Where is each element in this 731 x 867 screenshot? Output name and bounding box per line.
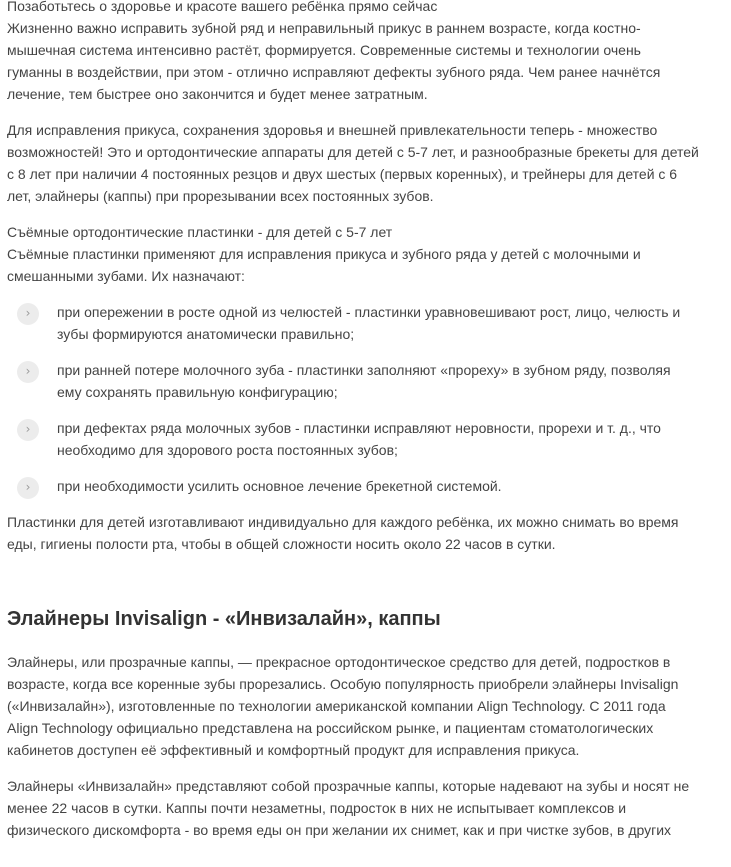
aligners-description-paragraph (7, 775, 719, 841)
aligners-description-line: Элайнеры «Инвизалайн» представляют собой прозрачные каппы, которые надевают на зубы и носят не (7, 778, 690, 794)
intro-line: гуманны в воздействии, при этом - отлично исправляют дефекты зубного ряда. Чем ранее начнётся (7, 64, 661, 80)
intro-heading-line: Позаботьтесь о здоровье и красоте вашего ребёнка прямо сейчас (7, 0, 438, 14)
plates-intro-line: Съёмные пластинки применяют для исправления прикуса и зубного ряда у детей с молочными и (7, 246, 641, 262)
options-line: с 8 лет при наличии 4 постоянных резцов и двух шестых (первых коренных), и трейнеры для детей с 6 (7, 166, 678, 182)
chevron-right-icon: › (17, 477, 39, 499)
chevron-right-icon: › (17, 361, 39, 383)
plates-intro-paragraph (7, 221, 719, 287)
list-item (7, 359, 719, 403)
list-item (7, 475, 719, 497)
aligners-line: возрасте, когда все коренные зубы прорезались. Особую популярность приобрели элайнеры Invisalign (7, 676, 679, 692)
aligners-description-line: менее 22 часов в сутки. Каппы почти незаметны, подросток в них не испытывает комплексов и (7, 800, 627, 816)
intro-paragraph (7, 0, 719, 105)
aligners-line: кабинетов доступен её эффективный и комфортный продукт для исправления прикуса. (7, 742, 580, 758)
options-paragraph (7, 119, 719, 207)
list-item-line: ему сохранять правильную конфигурацию; (57, 384, 338, 400)
plates-indications-list (7, 301, 719, 497)
list-item-line: при дефектах ряда молочных зубов - пластинки исправляют неровности, прорехи и т. д., что (57, 420, 661, 436)
list-item-line: при ранней потере молочного зуба - пластинки заполняют «прореху» в зубном ряду, позволяя (57, 362, 671, 378)
aligners-description-line: физического дискомфорта - во время еды он при желании их снимет, как и при чистке зубов, в других (7, 822, 672, 838)
plates-outro-paragraph (7, 511, 719, 555)
list-item-line: при необходимости усилить основное лечение брекетной системой. (57, 478, 502, 494)
options-line: возможностей! Это и ортодонтические аппараты для детей с 5-7 лет, и разнообразные брекеты для детей (7, 144, 699, 160)
list-item-line: необходимо для здорового роста постоянных зубов; (57, 442, 398, 458)
aligners-line: Align Technology официально представлена на российском рынке, и пациентам стоматологических (7, 720, 654, 736)
chevron-right-icon: › (17, 419, 39, 441)
plates-subheading: Съёмные ортодонтические пластинки - для детей с 5-7 лет (7, 224, 393, 240)
list-item-line: зубы формируются анатомически правильно; (57, 326, 355, 342)
chevron-right-icon: › (17, 303, 39, 325)
intro-line: лечение, тем быстрее оно закончится и будет менее затратным. (7, 86, 428, 102)
aligners-heading: Элайнеры Invisalign - «Инвизалайн», каппы (7, 608, 441, 630)
article (7, 0, 719, 855)
intro-line: мышечная система интенсивно растёт, формируется. Современные системы и технологии очень (7, 42, 641, 58)
plates-outro-line: еды, гигиены полости рта, чтобы в общей сложности носить около 22 часов в сутки. (7, 536, 556, 552)
list-item (7, 301, 719, 345)
aligners-line: Элайнеры, или прозрачные каппы, — прекрасное ортодонтическое средство для детей, подростков в (7, 654, 671, 670)
list-item-line: при опережении в росте одной из челюстей - пластинки уравновешивают рост, лицо, челюсть и (57, 304, 681, 320)
aligners-line: («Инвизалайн»), изготовленные по технологии американской компании Align Technology. С 2011 года (7, 698, 666, 714)
intro-line: Жизненно важно исправить зубной ряд и неправильный прикус в раннем возрасте, когда костно- (7, 20, 641, 36)
aligners-paragraph (7, 651, 719, 761)
options-line: Для исправления прикуса, сохранения здоровья и внешней привлекательности теперь - множество (7, 122, 658, 138)
options-line: лет, элайнеры (каппы) при прорезывании всех постоянных зубов. (7, 188, 434, 204)
plates-intro-line: смешанными зубами. Их назначают: (7, 268, 245, 284)
list-item (7, 417, 719, 461)
plates-outro-line: Пластинки для детей изготавливают индивидуально для каждого ребёнка, их можно снимать во время (7, 514, 679, 530)
